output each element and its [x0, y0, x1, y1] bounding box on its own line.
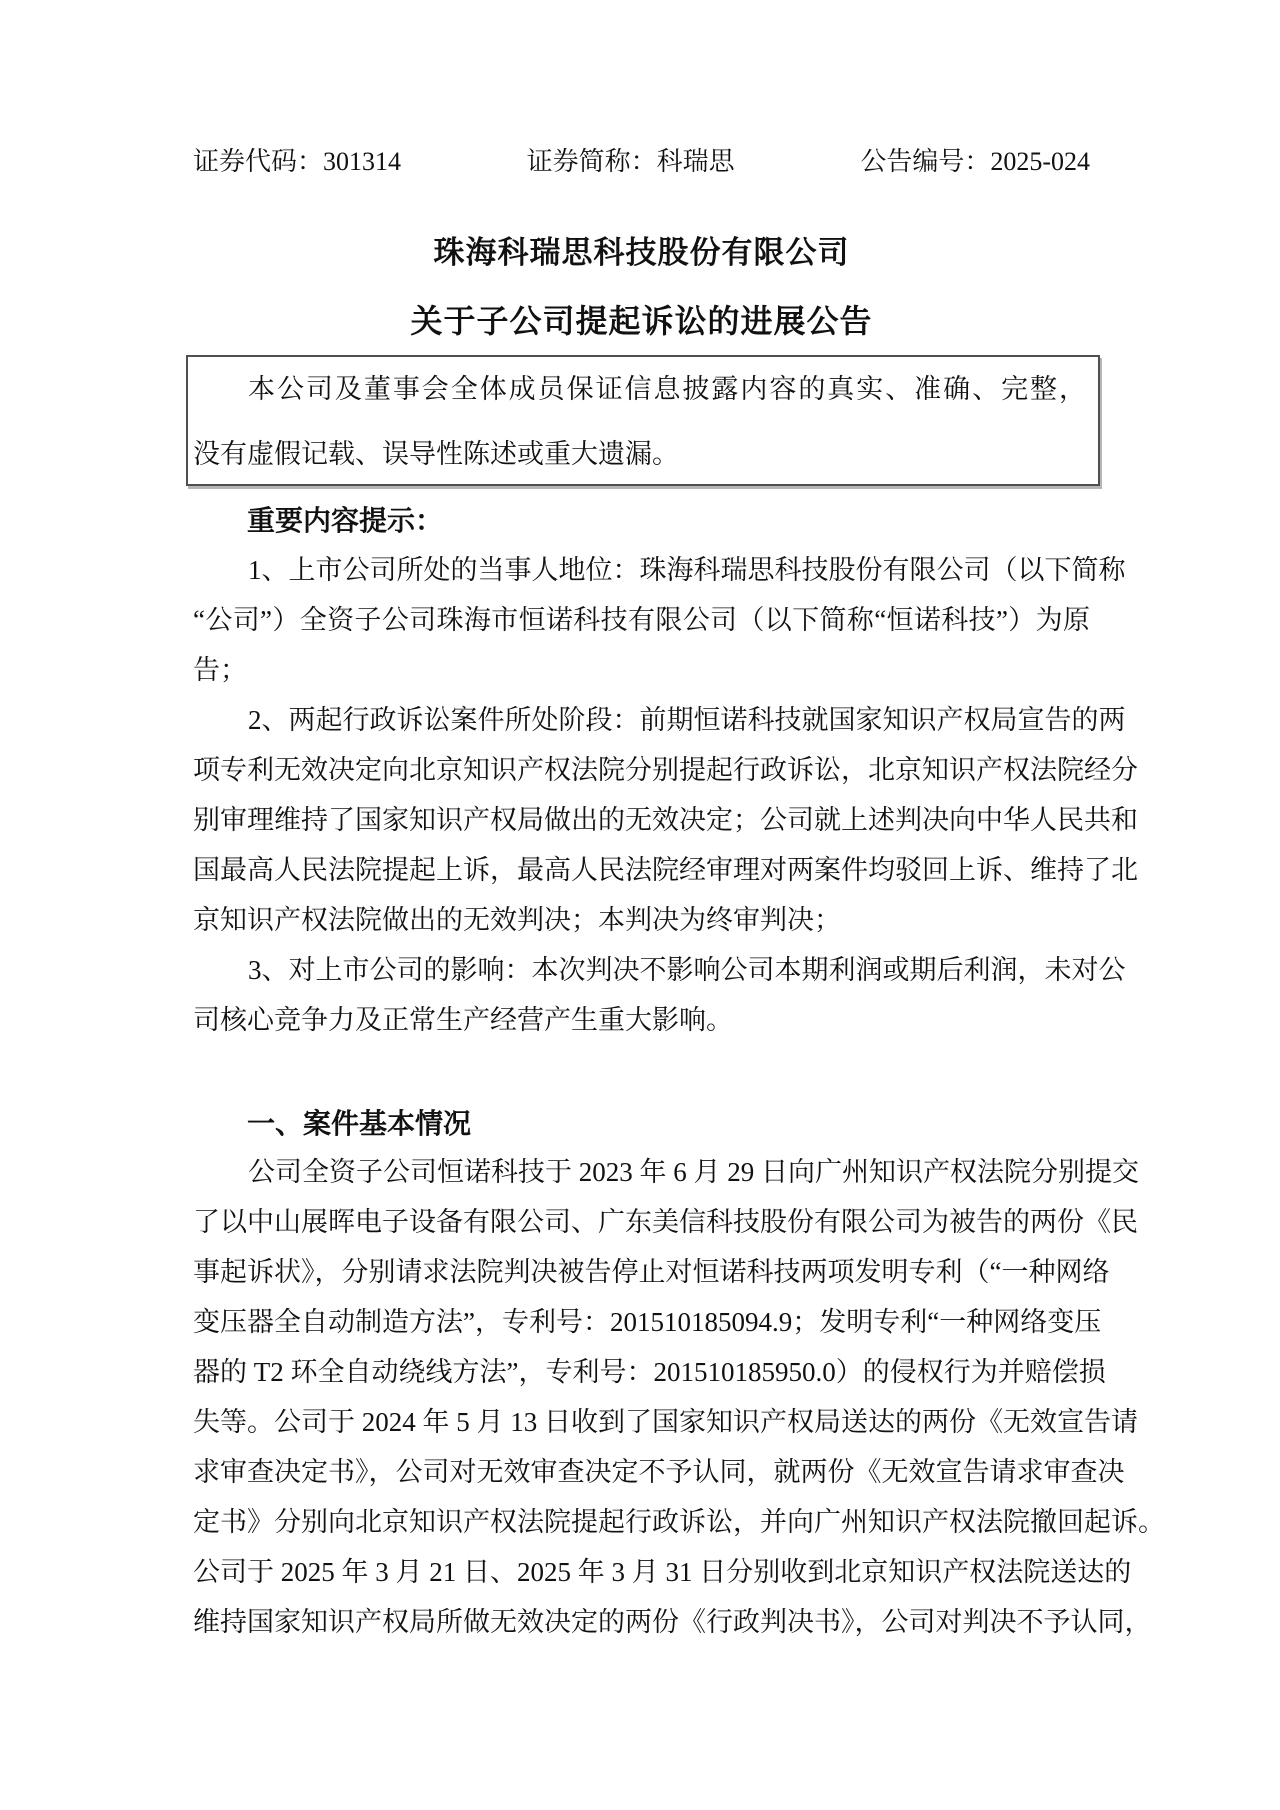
section1-heading — [193, 1099, 1090, 1149]
doc-line: 事起诉状》，分别请求法院判决被告停止对恒诺科技两项发明专利（“一种网络 — [193, 1257, 1110, 1287]
doc-line: 公司全资子公司恒诺科技于 2023 年 6 月 29 日向广州知识产权法院分别提交 — [248, 1157, 1139, 1187]
doc-line: 3、对上市公司的影响：本次判决不影响公司本期利润或期后利润，未对公 — [248, 955, 1126, 985]
notice-paragraph-2 — [193, 695, 1138, 945]
doc-line: 定书》分别向北京知识产权法院提起行政诉讼，并向广州知识产权法院撤回起诉。 — [193, 1507, 1165, 1537]
doc-line: 项专利无效决定向北京知识产权法院分别提起行政诉讼，北京知识产权法院经分 — [193, 755, 1138, 785]
doc-line: 司核心竞争力及正常生产经营产生重大影响。 — [193, 1005, 733, 1035]
doc-line: 京知识产权法院做出的无效判决；本判决为终审判决； — [193, 905, 841, 935]
section1-heading-text: 一、案件基本情况 — [247, 1108, 472, 1139]
notice-heading-text: 重要内容提示： — [247, 505, 444, 536]
doc-line: 2、两起行政诉讼案件所处阶段：前期恒诺科技就国家知识产权局宣告的两 — [248, 705, 1126, 735]
company-title: 珠海科瑞思科技股份有限公司 — [433, 235, 850, 270]
disclaimer-line: 本公司及董事会全体成员保证信息披露内容的真实、准确、完整， — [248, 374, 1086, 404]
doc-line: 维持国家知识产权局所做无效决定的两份《行政判决书》，公司对判决不予认同， — [193, 1607, 1152, 1637]
notice-paragraph-1 — [193, 545, 1126, 695]
doc-line: 变压器全自动制造方法”，专利号：201510185094.9；发明专利“一种网络变压 — [193, 1307, 1102, 1337]
doc-line: 了以中山展晖电子设备有限公司、广东美信科技股份有限公司为被告的两份《民 — [193, 1207, 1138, 1237]
doc-line: 别审理维持了国家知识产权局做出的无效决定；公司就上述判决向中华人民共和 — [193, 805, 1138, 835]
notice-heading — [193, 496, 1090, 546]
section1-paragraph-1 — [193, 1147, 1165, 1647]
doc-line: 失等。公司于 2024 年 5 月 13 日收到了国家知识产权局送达的两份《无效宣告请 — [193, 1407, 1138, 1437]
stock-code: 证券代码：301314 — [193, 147, 402, 176]
notice-paragraph-3 — [193, 945, 1126, 1045]
doc-line: 1、上市公司所处的当事人地位：珠海科瑞思科技股份有限公司（以下简称 — [248, 555, 1126, 585]
doc-line: 器的 T2 环全自动绕线方法”，专利号：201510185950.0）的侵权行为并赔偿损 — [193, 1357, 1106, 1387]
doc-line: 告； — [193, 655, 247, 685]
doc-line: 求审查决定书》，公司对无效审查决定不予认同，就两份《无效宣告请求审查决 — [193, 1457, 1125, 1487]
doc-line: 公司于 2025 年 3 月 21 日、2025 年 3 月 31 日分别收到北京知识产权法院送达的 — [193, 1557, 1132, 1587]
stock-abbreviation: 证券简称：科瑞思 — [526, 147, 735, 176]
announcement-number: 公告编号：2025-024 — [860, 147, 1090, 176]
document-header — [193, 146, 1090, 178]
doc-line: 国最高人民法院提起上诉，最高人民法院经审理对两案件均驳回上诉、维持了北 — [193, 855, 1138, 885]
doc-line: “公司”）全资子公司珠海市恒诺科技有限公司（以下简称“恒诺科技”）为原 — [193, 605, 1090, 635]
announcement-subtitle: 关于子公司提起诉讼的进展公告 — [410, 303, 873, 339]
disclaimer-box — [186, 355, 1100, 486]
disclaimer-line: 没有虚假记载、误导性陈述或重大遗漏。 — [193, 439, 679, 469]
